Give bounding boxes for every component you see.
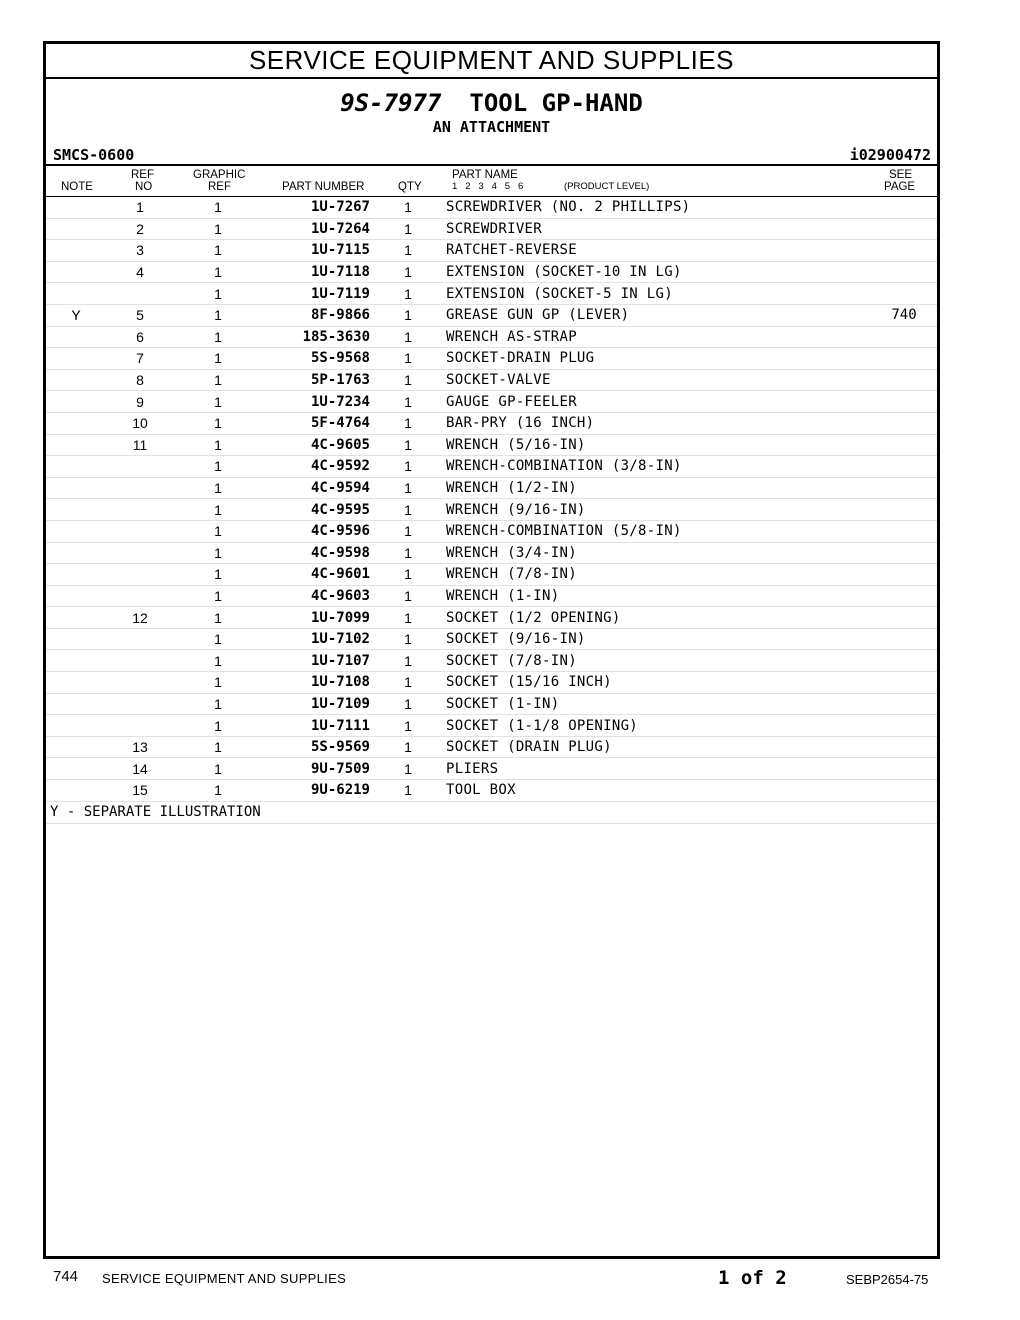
row-ref-no: 3 [106,240,174,262]
row-ref-no [106,499,174,521]
group-title [46,89,937,117]
legend-note: Y - SEPARATE ILLUSTRATION [46,802,937,824]
row-ref-no: 1 [106,197,174,218]
row-part-name: TOOL BOX [446,780,871,802]
footer-page-of: 1 of 2 [718,1267,787,1289]
row-see-page [871,628,937,650]
row-part-number: 1U-7115 [262,240,370,262]
row-part-name: SOCKET (DRAIN PLUG) [446,736,871,758]
row-note [46,758,106,780]
col-ref-top: REF [131,169,154,181]
table-row [46,434,937,456]
row-qty: 1 [370,715,446,737]
row-part-name: SOCKET (15/16 INCH) [446,672,871,694]
row-part-name: SOCKET (1-1/8 OPENING) [446,715,871,737]
row-graphic-ref: 1 [174,628,262,650]
footer-section: SERVICE EQUIPMENT AND SUPPLIES [102,1271,347,1286]
row-note [46,715,106,737]
row-graphic-ref: 1 [174,304,262,326]
row-part-name: WRENCH (3/4-IN) [446,542,871,564]
footer-document-id: SEBP2654-75 [846,1272,929,1287]
col-see-top: SEE [889,169,913,181]
row-ref-no: 8 [106,369,174,391]
row-see-page [871,434,937,456]
row-part-name: GAUGE GP-FEELER [446,391,871,413]
table-row [46,520,937,542]
row-part-number: 185-3630 [262,326,370,348]
row-see-page [871,369,937,391]
col-product-levels: 1 2 3 4 5 6 [452,181,524,192]
row-graphic-ref: 1 [174,564,262,586]
row-qty: 1 [370,348,446,370]
row-graphic-ref: 1 [174,693,262,715]
row-note [46,456,106,478]
row-qty: 1 [370,412,446,434]
row-qty: 1 [370,693,446,715]
row-ref-no: 11 [106,434,174,456]
row-note [46,391,106,413]
col-part-number: PART NUMBER [282,181,365,193]
row-part-number: 1U-7119 [262,283,370,305]
row-qty: 1 [370,628,446,650]
row-part-name: WRENCH (5/16-IN) [446,434,871,456]
row-qty: 1 [370,240,446,262]
row-ref-no: 5 [106,304,174,326]
row-see-page [871,542,937,564]
row-part-number: 1U-7107 [262,650,370,672]
row-note [46,434,106,456]
row-part-number: 1U-7234 [262,391,370,413]
row-qty: 1 [370,585,446,607]
col-graphic-bottom: REF [208,181,231,193]
table-row [46,499,937,521]
row-note [46,412,106,434]
row-note [46,650,106,672]
row-graphic-ref: 1 [174,672,262,694]
col-product-level-label: (PRODUCT LEVEL) [564,181,650,192]
row-qty: 1 [370,434,446,456]
row-graphic-ref: 1 [174,348,262,370]
row-part-number: 1U-7118 [262,261,370,283]
row-part-number: 5S-9568 [262,348,370,370]
row-qty: 1 [370,391,446,413]
group-part-number: 9S-7977 [340,89,442,117]
column-headers [46,166,937,197]
row-part-number: 5F-4764 [262,412,370,434]
row-qty: 1 [370,197,446,218]
row-note [46,477,106,499]
row-qty: 1 [370,736,446,758]
row-ref-no: 14 [106,758,174,780]
table-row [46,477,937,499]
table-row [46,240,937,262]
row-ref-no [106,672,174,694]
table-row [46,283,937,305]
row-see-page [871,736,937,758]
row-part-name: RATCHET-REVERSE [446,240,871,262]
row-part-name: WRENCH (1/2-IN) [446,477,871,499]
row-ref-no: 7 [106,348,174,370]
row-note [46,780,106,802]
row-part-name: GREASE GUN GP (LEVER) [446,304,871,326]
table-row [46,456,937,478]
row-part-number: 4C-9601 [262,564,370,586]
row-graphic-ref: 1 [174,758,262,780]
row-qty: 1 [370,499,446,521]
row-note [46,693,106,715]
row-part-number: 8F-9866 [262,304,370,326]
table-row [46,197,937,218]
row-ref-no: 6 [106,326,174,348]
row-graphic-ref: 1 [174,326,262,348]
row-graphic-ref: 1 [174,477,262,499]
row-ref-no [106,456,174,478]
table-row [46,564,937,586]
row-part-name: WRENCH-COMBINATION (3/8-IN) [446,456,871,478]
row-see-page [871,477,937,499]
row-graphic-ref: 1 [174,218,262,240]
page-frame [43,41,940,1259]
row-part-name: SCREWDRIVER [446,218,871,240]
row-note [46,628,106,650]
row-note [46,369,106,391]
row-part-name: EXTENSION (SOCKET-5 IN LG) [446,283,871,305]
row-part-name: WRENCH (9/16-IN) [446,499,871,521]
row-graphic-ref: 1 [174,283,262,305]
row-note: Y [46,304,106,326]
row-ref-no [106,283,174,305]
row-part-number: 4C-9605 [262,434,370,456]
row-see-page [871,326,937,348]
row-ref-no [106,715,174,737]
row-ref-no [106,564,174,586]
group-subtitle: AN ATTACHMENT [432,118,551,136]
row-see-page [871,391,937,413]
row-ref-no [106,628,174,650]
row-graphic-ref: 1 [174,780,262,802]
row-graphic-ref: 1 [174,736,262,758]
row-qty: 1 [370,780,446,802]
row-qty: 1 [370,369,446,391]
row-ref-no: 9 [106,391,174,413]
row-qty: 1 [370,304,446,326]
page-footer [0,1266,1020,1290]
row-qty: 1 [370,326,446,348]
parts-table [46,197,937,802]
row-note [46,520,106,542]
row-ref-no: 12 [106,607,174,629]
row-part-name: SOCKET-VALVE [446,369,871,391]
table-row [46,391,937,413]
row-part-name: WRENCH (7/8-IN) [446,564,871,586]
row-qty: 1 [370,607,446,629]
row-graphic-ref: 1 [174,412,262,434]
row-see-page [871,672,937,694]
row-part-name: WRENCH (1-IN) [446,585,871,607]
row-see-page [871,499,937,521]
row-part-number: 4C-9603 [262,585,370,607]
smcs-code: SMCS-0600 [53,146,135,164]
row-graphic-ref: 1 [174,456,262,478]
row-part-number: 1U-7111 [262,715,370,737]
row-graphic-ref: 1 [174,499,262,521]
row-qty: 1 [370,477,446,499]
row-ref-no [106,585,174,607]
col-qty: QTY [398,181,422,193]
document-identifier: i02900472 [849,146,931,164]
row-part-number: 5P-1763 [262,369,370,391]
row-note [46,326,106,348]
row-see-page [871,520,937,542]
row-part-name: WRENCH AS-STRAP [446,326,871,348]
row-graphic-ref: 1 [174,391,262,413]
row-note [46,607,106,629]
row-part-number: 4C-9596 [262,520,370,542]
row-graphic-ref: 1 [174,261,262,283]
row-note [46,542,106,564]
table-row [46,261,937,283]
row-ref-no [106,693,174,715]
table-row [46,628,937,650]
table-row [46,326,937,348]
row-ref-no [106,477,174,499]
row-part-number: 4C-9592 [262,456,370,478]
row-note [46,672,106,694]
row-graphic-ref: 1 [174,240,262,262]
table-row [46,758,937,780]
col-graphic-top: GRAPHIC [193,169,246,181]
row-part-number: 1U-7264 [262,218,370,240]
row-part-name: SOCKET (9/16-IN) [446,628,871,650]
row-part-number: 4C-9598 [262,542,370,564]
table-row [46,736,937,758]
table-row [46,412,937,434]
row-part-name: EXTENSION (SOCKET-10 IN LG) [446,261,871,283]
row-see-page [871,693,937,715]
table-row [46,348,937,370]
row-part-number: 4C-9594 [262,477,370,499]
row-see-page [871,218,937,240]
row-graphic-ref: 1 [174,542,262,564]
row-qty: 1 [370,672,446,694]
row-part-name: SOCKET (7/8-IN) [446,650,871,672]
row-ref-no [106,520,174,542]
row-ref-no: 15 [106,780,174,802]
parts-table-body [46,197,937,801]
row-part-name: SOCKET-DRAIN PLUG [446,348,871,370]
footer-page-number: 744 [53,1268,79,1285]
row-qty: 1 [370,261,446,283]
row-note [46,218,106,240]
table-row [46,650,937,672]
row-part-number: 5S-9569 [262,736,370,758]
row-qty: 1 [370,542,446,564]
table-row [46,585,937,607]
row-see-page [871,564,937,586]
row-part-number: 1U-7108 [262,672,370,694]
row-see-page [871,197,937,218]
row-part-name: WRENCH-COMBINATION (5/8-IN) [446,520,871,542]
row-qty: 1 [370,456,446,478]
row-part-name: PLIERS [446,758,871,780]
row-note [46,348,106,370]
row-part-name: SCREWDRIVER (NO. 2 PHILLIPS) [446,197,871,218]
row-graphic-ref: 1 [174,607,262,629]
row-part-number: 1U-7099 [262,607,370,629]
row-part-number: 1U-7267 [262,197,370,218]
table-row [46,715,937,737]
row-note [46,283,106,305]
row-qty: 1 [370,564,446,586]
row-see-page [871,348,937,370]
table-row [46,369,937,391]
row-part-number: 1U-7109 [262,693,370,715]
row-part-number: 9U-7509 [262,758,370,780]
row-see-page [871,715,937,737]
row-part-name: SOCKET (1-IN) [446,693,871,715]
row-ref-no: 10 [106,412,174,434]
row-graphic-ref: 1 [174,520,262,542]
table-row [46,218,937,240]
row-qty: 1 [370,650,446,672]
row-see-page [871,650,937,672]
table-row [46,780,937,802]
row-note [46,499,106,521]
row-graphic-ref: 1 [174,197,262,218]
table-row [46,304,937,326]
row-note [46,261,106,283]
row-see-page: 740 [871,304,937,326]
table-row [46,672,937,694]
row-see-page [871,607,937,629]
table-row [46,542,937,564]
col-see-bottom: PAGE [884,181,916,193]
row-part-number: 4C-9595 [262,499,370,521]
row-graphic-ref: 1 [174,434,262,456]
row-part-name: BAR-PRY (16 INCH) [446,412,871,434]
row-qty: 1 [370,283,446,305]
row-see-page [871,261,937,283]
group-header [46,79,937,166]
row-see-page [871,780,937,802]
row-see-page [871,758,937,780]
row-note [46,240,106,262]
row-qty: 1 [370,520,446,542]
row-part-number: 9U-6219 [262,780,370,802]
row-graphic-ref: 1 [174,369,262,391]
row-graphic-ref: 1 [174,715,262,737]
row-ref-no: 2 [106,218,174,240]
row-graphic-ref: 1 [174,585,262,607]
col-part-name: PART NAME [452,169,518,181]
row-ref-no: 4 [106,261,174,283]
row-note [46,736,106,758]
row-see-page [871,456,937,478]
row-see-page [871,283,937,305]
row-graphic-ref: 1 [174,650,262,672]
col-ref-bottom: NO [135,181,153,193]
row-see-page [871,412,937,434]
table-row [46,607,937,629]
row-note [46,564,106,586]
section-title: SERVICE EQUIPMENT AND SUPPLIES [46,44,937,79]
row-part-name: SOCKET (1/2 OPENING) [446,607,871,629]
row-see-page [871,585,937,607]
group-name: TOOL GP-HAND [469,89,643,117]
row-ref-no [106,542,174,564]
table-row [46,693,937,715]
row-note [46,197,106,218]
row-ref-no: 13 [106,736,174,758]
row-part-number: 1U-7102 [262,628,370,650]
col-note: NOTE [61,181,93,193]
row-see-page [871,240,937,262]
row-note [46,585,106,607]
row-qty: 1 [370,758,446,780]
row-qty: 1 [370,218,446,240]
row-ref-no [106,650,174,672]
